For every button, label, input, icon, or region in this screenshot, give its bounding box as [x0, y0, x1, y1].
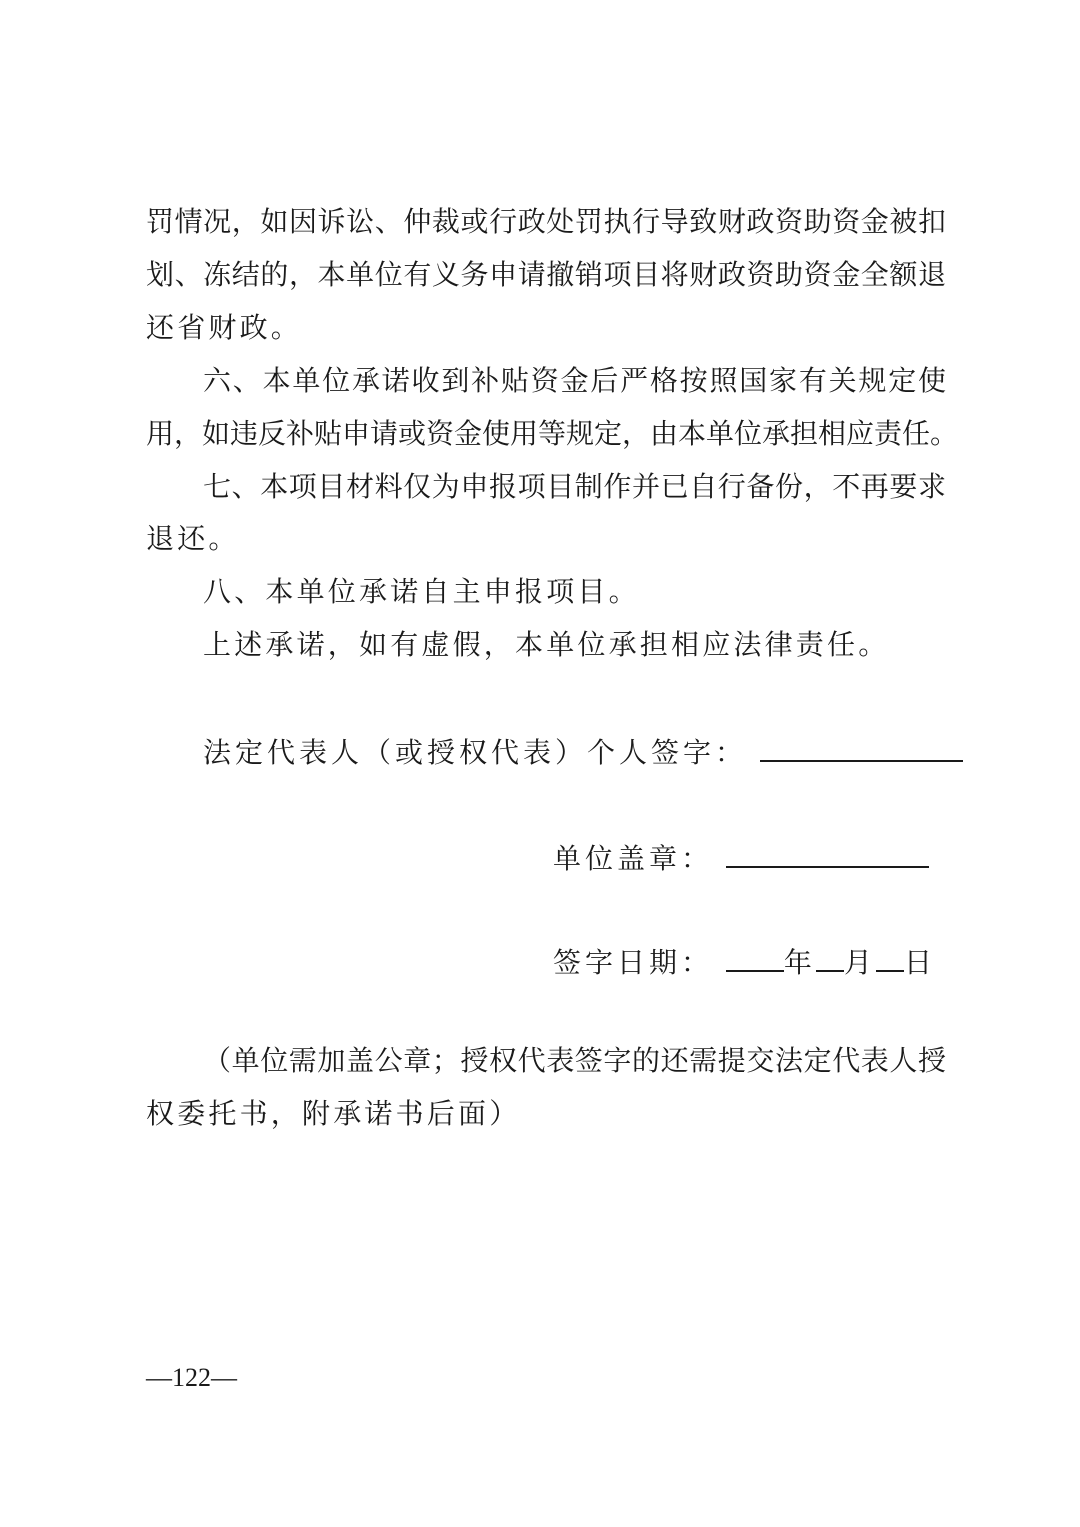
month-blank: [816, 944, 844, 972]
paragraph-7-line-2: 退还。: [146, 522, 240, 555]
day-blank: [876, 944, 904, 972]
paragraph-5-line-1: 罚情况，如因诉讼、仲裁或行政处罚执行导致财政资助资金被扣: [146, 205, 946, 238]
year-label: 年: [783, 946, 816, 979]
representative-signature-row: [203, 734, 963, 770]
page-number: —122—: [146, 1363, 237, 1392]
representative-signature-blank: [760, 734, 963, 762]
representative-signature-label: 法定代表人（或授权代表）个人签字：: [203, 736, 748, 769]
signature-date-row: [553, 944, 936, 980]
note-line-2: 权委托书，附承诺书后面）: [146, 1097, 521, 1130]
paragraph-6-line-2: 用，如违反补贴申请或资金使用等规定，由本单位承担相应责任。: [146, 417, 959, 450]
note-line-1: （单位需加盖公章；授权代表签字的还需提交法定代表人授: [203, 1044, 946, 1077]
paragraph-5-line-3: 还省财政。: [146, 311, 303, 344]
seal-row: [553, 840, 929, 876]
paragraph-6-line-1: 六、本单位承诺收到补贴资金后严格按照国家有关规定使: [203, 364, 946, 397]
paragraph-5-line-2: 划、冻结的，本单位有义务申请撤销项目将财政资助资金全额退: [146, 258, 946, 291]
declaration-statement: 上述承诺，如有虚假，本单位承担相应法律责任。: [203, 628, 890, 661]
seal-blank: [726, 840, 929, 868]
signature-date-label: 签字日期：: [553, 946, 714, 979]
seal-label: 单位盖章：: [553, 842, 714, 875]
day-label: 日: [903, 946, 936, 979]
year-blank: [726, 944, 784, 972]
paragraph-8: 八、本单位承诺自主申报项目。: [203, 575, 640, 608]
paragraph-7-line-1: 七、本项目材料仅为申报项目制作并已自行备份，不再要求: [203, 470, 946, 503]
month-label: 月: [843, 946, 876, 979]
